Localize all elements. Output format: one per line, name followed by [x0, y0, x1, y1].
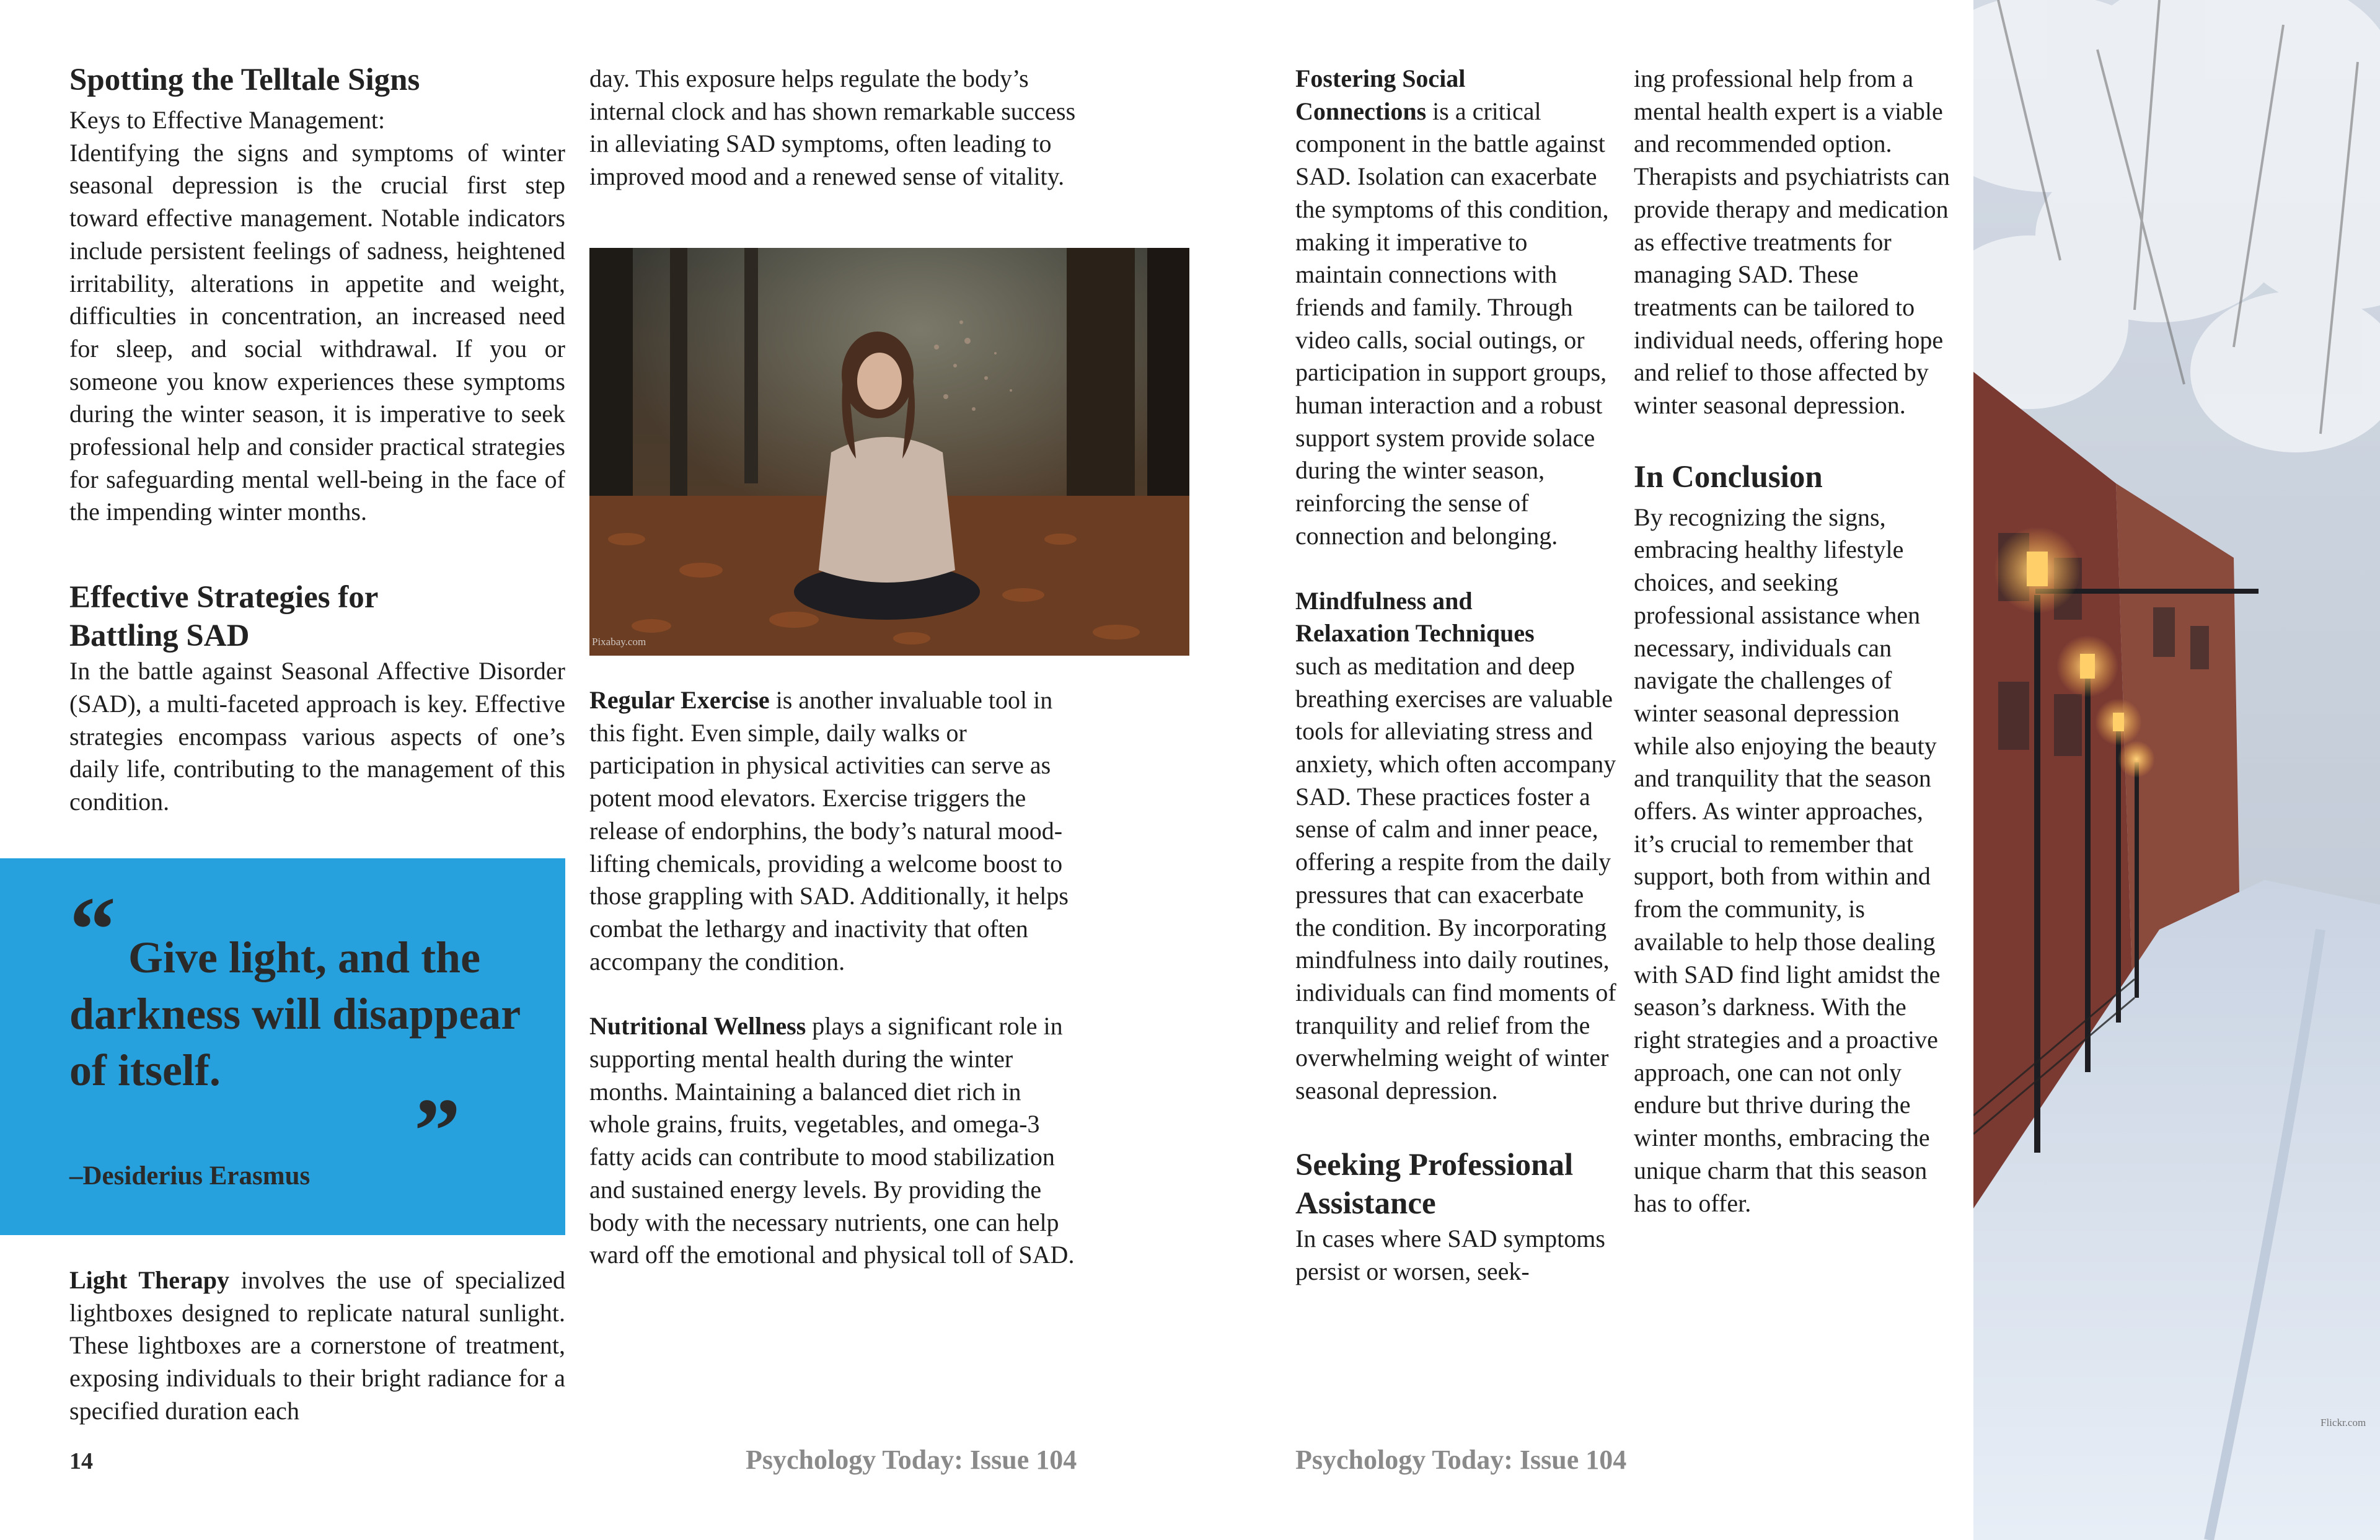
heading-professional-line2: Assistance: [1295, 1186, 1436, 1221]
snowy-street-photo: [1973, 0, 2380, 1540]
quote-close-mark: ”: [414, 1080, 461, 1182]
right-page: [1190, 0, 2380, 1540]
left-column-1-continued: [69, 1264, 565, 1428]
photo-credit-flickr: Flickr.com: [2320, 1417, 2366, 1428]
heading-professional-line1: Seeking Professional: [1295, 1147, 1574, 1182]
quote-open-mark: “: [69, 878, 116, 981]
page-number: 14: [69, 1448, 93, 1474]
social-text: is a critical component in the battle against SAD. Isolation can exacerbate the symptoms of this condition, making it imperative to maintain connections with friends and family. Through video calls, social outings, or participation in support groups, human interaction and a robust support system provide solace during the winter season, reinforcing the sense of connection and belonging.: [1295, 97, 1609, 550]
heading-strategies: [69, 578, 565, 655]
photo-credit-pixabay: Pixabay.com: [592, 636, 646, 648]
paragraph-mindfulness: such as meditation and deep breathing exercises are valuable tools for alleviating stress and anxiety, which often accompany SAD. These practices foster a sense of calm and inner peace, offering a respite from the daily pressures that can exacerbate the condition. By incorporating mindfulness into daily routines, individuals can find moments of tranquility and relief from the overwhelming weight of winter seasonal depression.: [1295, 651, 1616, 1105]
paragraph-light-therapy: [69, 1264, 565, 1428]
exercise-text: is another invaluable tool in this fight. Even simple, daily walks or participation in physical activities can serve as potent mood elevators. Exercise triggers the release of endorphins, the body’s natural mood-lifting chemicals, providing a welcome boost to those grappling with SAD. Additionally, it helps combat the lethargy and inactivity that often accompany the condition.: [589, 686, 1069, 975]
paragraph-professional-cont: ing professional help from a mental health expert is a viable and recommended option. Therapists and psychiatrists can provide therapy and medication as effective treatments for managing SAD. These treatments can be tailored to individual needs, offering hope and relief to those affected by winter seasonal depression.: [1634, 64, 1950, 420]
left-footer: Psychology Today: Issue 104: [746, 1445, 1077, 1475]
quote-line-2: darkness will disappear: [69, 989, 521, 1039]
paragraph-light-cont: day. This exposure helps regulate the body’s internal clock and has shown remarkable success in alleviating SAD symptoms, often leading to improved mood and a renewed sense of vitality.: [589, 64, 1076, 191]
heading-strategies-line1: Effective Strategies for: [69, 580, 379, 615]
quote-line-3: of itself.: [69, 1045, 221, 1095]
paragraph-strategies: In the battle against Seasonal Affective Disorder (SAD), a multi-faceted approach is key. Effective strategies encompass various aspects of one’s daily life, contributing to the management of this condition.: [69, 657, 565, 816]
left-column-2: [589, 63, 1085, 193]
right-column-1: [1295, 63, 1618, 1288]
heading-conclusion: In Conclusion: [1634, 459, 1823, 495]
left-column-2-continued: [589, 684, 1085, 1272]
autumn-woman-photo: [589, 248, 1189, 656]
light-therapy-text: involves the use of specialized lightboxes designed to replicate natural sunlight. These lightboxes are a cornerstone of treatment, exposing individuals to their bright radiance for a specified duration each: [69, 1266, 565, 1425]
quote-author: –Desiderius Erasmus: [69, 1161, 311, 1190]
quote-line-1: Give light, and the: [128, 933, 481, 982]
social-lead-line2: Connections: [1295, 97, 1427, 125]
pull-quote-text: [69, 930, 559, 1099]
mindfulness-lead-line1: Mindfulness and: [1295, 586, 1473, 615]
paragraph-conclusion: By recognizing the signs, embracing healthy lifestyle choices, and seeking professional assistance when necessary, individuals can navigate the challenges of winter seasonal depression while also enjoying the beauty and tranquility that the season offers. As winter approaches, it’s crucial to remember that support, both from within and from the community, is available to help those dealing with SAD find light amidst the season’s darkness. With the right strategies and a proactive approach, one can not only endure but thrive during the winter months, embracing the unique charm that this season has to offer.: [1634, 503, 1941, 1217]
paragraph-professional: In cases where SAD symptoms persist or worsen, seek-: [1295, 1224, 1605, 1285]
mindfulness-lead: [1295, 585, 1618, 650]
paragraph-social: [1295, 63, 1618, 553]
paragraph-signs: Identifying the signs and symptoms of winter seasonal depression is the crucial first step toward effective management. Notable indicators include persistent feelings of sadness, heightened irritability, alterations in appetite and weight, difficulties in concentration, an increased need for sleep, and social withdrawal. If you or someone you know experiences these symptoms during the winter season, it is imperative to seek professional help and consider practical strategies for safeguarding mental well-being in the face of the impending winter months.: [69, 138, 565, 526]
social-lead-line1: Fostering Social: [1295, 64, 1466, 92]
heading-spotting-signs: Spotting the Telltale Signs: [69, 63, 420, 97]
nutrition-lead: Nutritional Wellness: [589, 1012, 806, 1041]
mindfulness-lead-line2: Relaxation Techniques: [1295, 619, 1535, 648]
paragraph-exercise: [589, 684, 1085, 978]
heading-professional: [1295, 1146, 1618, 1223]
subheading-keys: Keys to Effective Management:: [69, 106, 386, 134]
exercise-lead: Regular Exercise: [589, 686, 770, 714]
nutrition-text: plays a significant role in supporting mental health during the winter months. Maintaining a balanced diet rich in whole grains, fruits, vegetables, and omega-3 fatty acids can contribute to mood stabilization and sustained energy levels. By providing the body with the necessary nutrients, one can help ward off the emotional and physical toll of SAD.: [589, 1012, 1075, 1269]
right-footer: Psychology Today: Issue 104: [1295, 1445, 1627, 1475]
light-therapy-lead: Light Therapy: [69, 1266, 229, 1294]
paragraph-nutrition: [589, 1010, 1085, 1272]
heading-strategies-line2: Battling SAD: [69, 618, 250, 654]
left-column-1: [69, 61, 565, 819]
right-column-2: [1634, 63, 1956, 1220]
